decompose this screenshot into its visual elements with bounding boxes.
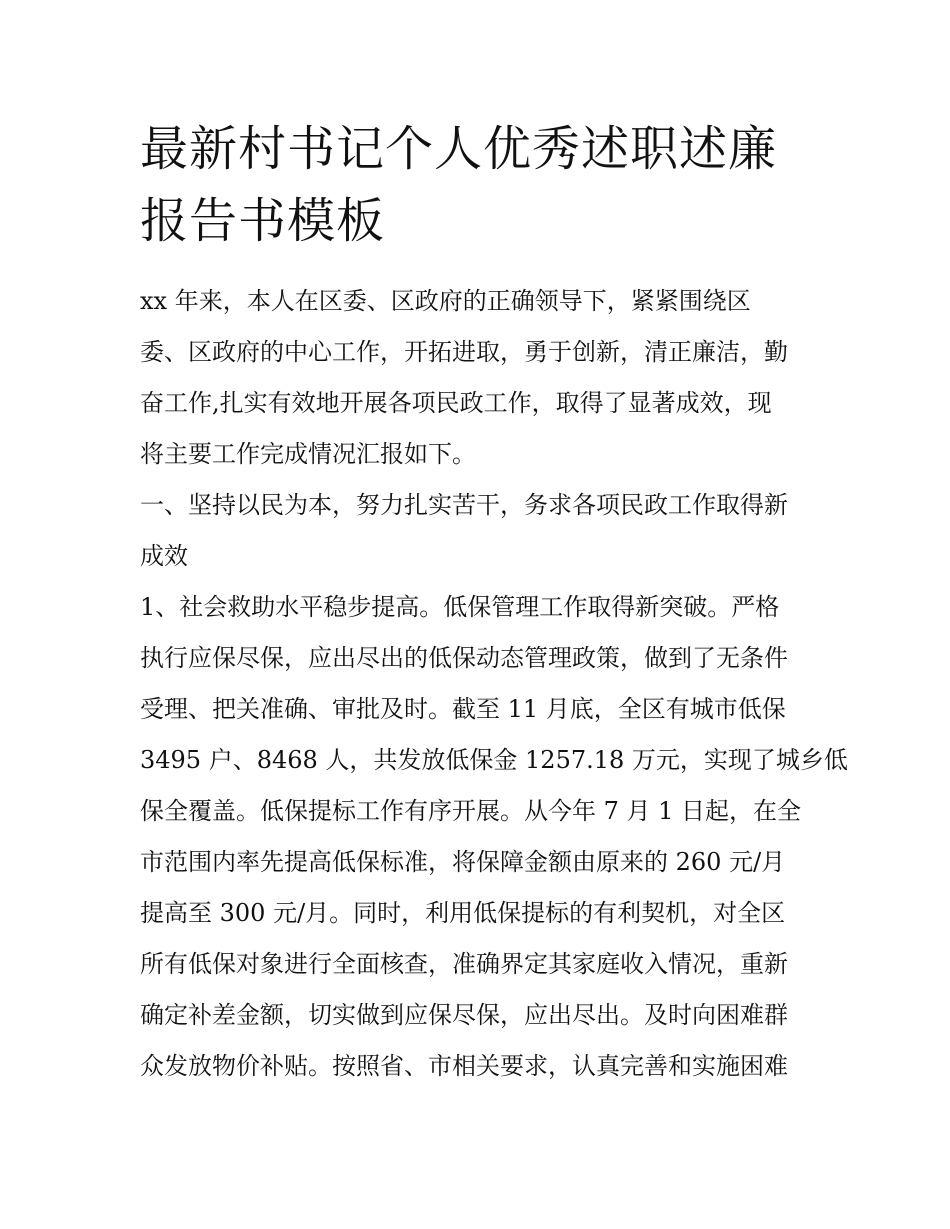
- body-line: 众发放物价补贴。按照省、市相关要求，认真完善和实施困难: [140, 1052, 788, 1080]
- document-body: [140, 276, 848, 1092]
- body-line: 将主要工作完成情况汇报如下。: [140, 440, 476, 468]
- body-line: 提高至 300 元/月。同时，利用低保提标的有利契机，对全区: [140, 899, 786, 927]
- body-line: 奋工作,扎实有效地开展各项民政工作，取得了显著成效，现: [140, 389, 772, 417]
- document-title: [140, 113, 820, 257]
- section-heading-line: 成效: [140, 542, 188, 570]
- body-line: 保全覆盖。低保提标工作有序开展。从今年 7 月 1 日起，在全: [140, 797, 802, 825]
- body-line: 受理、把关准确、审批及时。截至 11 月底，全区有城市低保: [140, 695, 786, 723]
- body-line: 所有低保对象进行全面核查，准确界定其家庭收入情况，重新: [140, 950, 788, 978]
- title-line-2: 报告书模板: [140, 193, 386, 249]
- body-line: 确定补差金额，切实做到应保尽保，应出尽出。及时向困难群: [140, 1001, 788, 1029]
- body-line: 执行应保尽保，应出尽出的低保动态管理政策，做到了无条件: [140, 644, 788, 672]
- body-line: 3495 户、8468 人，共发放低保金 1257.18 万元，实现了城乡低: [140, 746, 848, 774]
- body-line: 委、区政府的中心工作，开拓进取，勇于创新，清正廉洁，勤: [140, 338, 788, 366]
- body-line: 1、社会救助水平稳步提高。低保管理工作取得新突破。严格: [140, 593, 780, 621]
- title-line-1: 最新村书记个人优秀述职述廉: [140, 121, 778, 177]
- body-line: 市范围内率先提高低保标准，将保障金额由原来的 260 元/月: [140, 848, 786, 876]
- section-heading-line: 一、坚持以民为本，努力扎实苦干，务求各项民政工作取得新: [140, 491, 788, 519]
- body-line: xx 年来，本人在区委、区政府的正确领导下，紧紧围绕区: [140, 287, 751, 315]
